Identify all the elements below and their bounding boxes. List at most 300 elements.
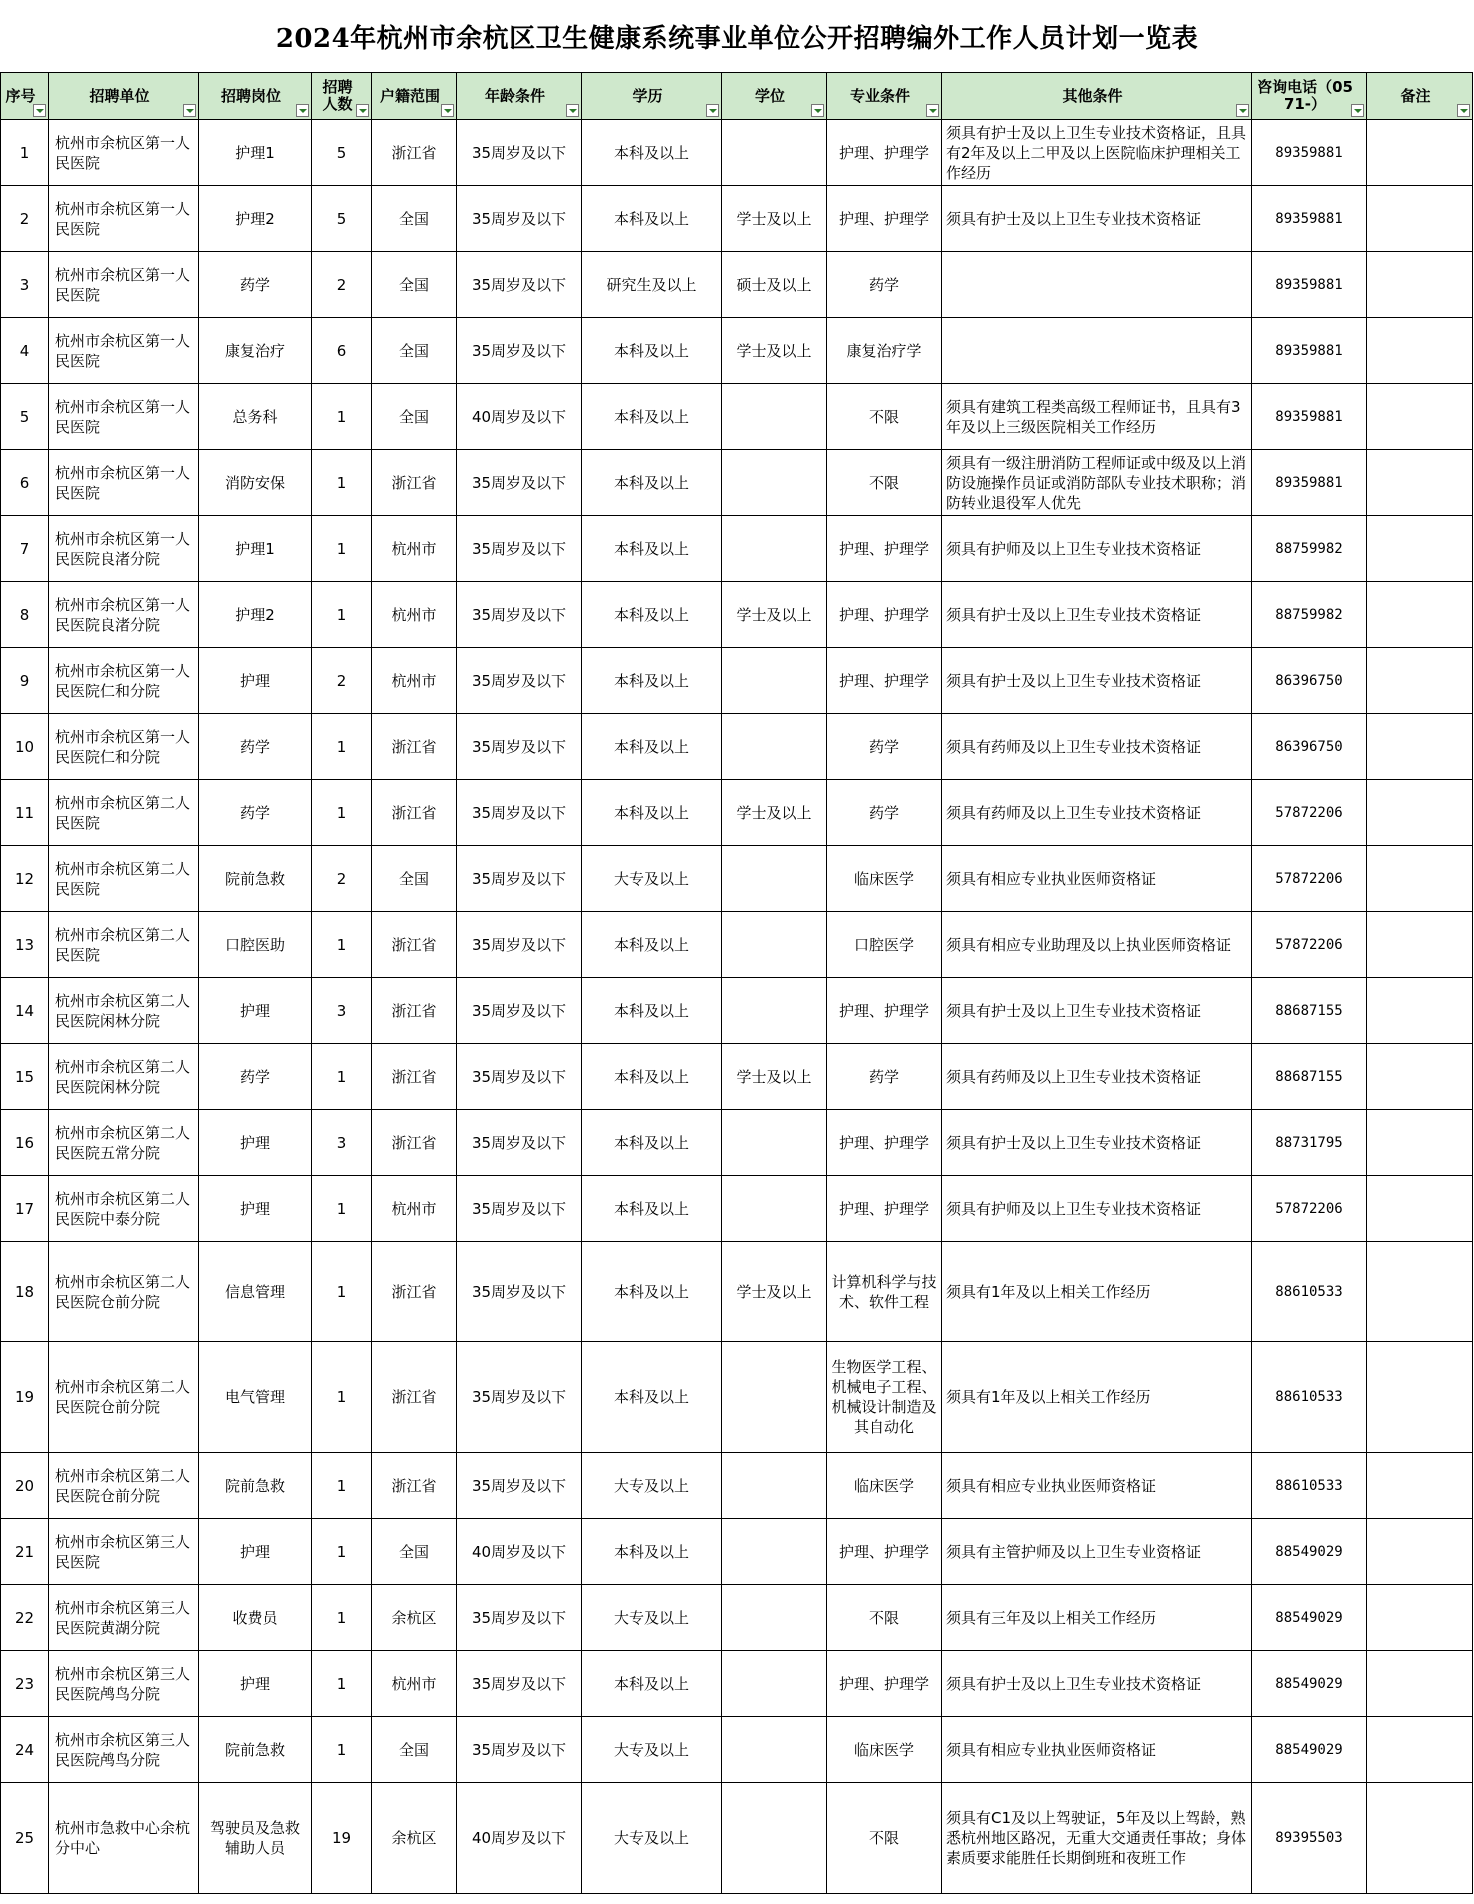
- cell-degree: 硕士及以上: [722, 252, 827, 318]
- cell-age: 35周岁及以下: [457, 978, 582, 1044]
- cell-degree: [722, 1110, 827, 1176]
- filter-dropdown-icon[interactable]: [811, 104, 824, 117]
- table-row: [1, 1110, 1473, 1176]
- cell-huji: 浙江省: [372, 912, 457, 978]
- table-row: [1, 516, 1473, 582]
- cell-unit: 杭州市余杭区第二人民医院: [49, 780, 199, 846]
- cell-seq: 15: [1, 1044, 49, 1110]
- cell-phone: 88687155: [1252, 978, 1367, 1044]
- header-age: [457, 73, 582, 120]
- cell-remark: [1367, 516, 1473, 582]
- cell-major: 护理、护理学: [827, 1519, 942, 1585]
- cell-degree: [722, 1717, 827, 1783]
- cell-seq: 25: [1, 1783, 49, 1894]
- header-age-label: 年龄条件: [484, 86, 545, 105]
- cell-phone: 89359881: [1252, 318, 1367, 384]
- filter-dropdown-icon[interactable]: [33, 104, 46, 117]
- table-row: [1, 1783, 1473, 1894]
- cell-remark: [1367, 1453, 1473, 1519]
- cell-edu: 大专及以上: [582, 1717, 722, 1783]
- header-edu-label: 学历: [632, 86, 663, 105]
- cell-phone: 57872206: [1252, 780, 1367, 846]
- cell-age: 35周岁及以下: [457, 318, 582, 384]
- cell-remark: [1367, 846, 1473, 912]
- table-row: [1, 846, 1473, 912]
- header-count-label: 招聘人数: [322, 78, 353, 113]
- cell-degree: [722, 846, 827, 912]
- cell-unit: 杭州市余杭区第二人民医院仓前分院: [49, 1342, 199, 1453]
- cell-count: 2: [312, 648, 372, 714]
- cell-seq: 6: [1, 450, 49, 516]
- cell-degree: [722, 516, 827, 582]
- header-major-label: 专业条件: [849, 86, 910, 105]
- cell-major: 药学: [827, 1044, 942, 1110]
- cell-edu: 本科及以上: [582, 450, 722, 516]
- cell-major: 口腔医学: [827, 912, 942, 978]
- cell-unit: 杭州市余杭区第一人民医院良渚分院: [49, 516, 199, 582]
- cell-degree: 学士及以上: [722, 780, 827, 846]
- cell-remark: [1367, 1585, 1473, 1651]
- cell-huji: 全国: [372, 846, 457, 912]
- cell-seq: 22: [1, 1585, 49, 1651]
- cell-degree: [722, 1783, 827, 1894]
- header-major: [827, 73, 942, 120]
- cell-seq: 24: [1, 1717, 49, 1783]
- cell-count: 1: [312, 1585, 372, 1651]
- cell-other: 须具有1年及以上相关工作经历: [942, 1342, 1252, 1453]
- cell-unit: 杭州市余杭区第二人民医院闲林分院: [49, 1044, 199, 1110]
- cell-major: 临床医学: [827, 1453, 942, 1519]
- cell-other: 须具有三年及以上相关工作经历: [942, 1585, 1252, 1651]
- cell-degree: [722, 714, 827, 780]
- cell-count: 1: [312, 1651, 372, 1717]
- cell-other: 须具有一级注册消防工程师证或中级及以上消防设施操作员证或消防部队专业技术职称；消防转业退役军人优先: [942, 450, 1252, 516]
- cell-other: 须具有护士及以上卫生专业技术资格证: [942, 978, 1252, 1044]
- header-row: [1, 73, 1473, 120]
- cell-edu: 本科及以上: [582, 582, 722, 648]
- cell-edu: 本科及以上: [582, 1110, 722, 1176]
- cell-seq: 10: [1, 714, 49, 780]
- cell-remark: [1367, 1783, 1473, 1894]
- cell-phone: 88731795: [1252, 1110, 1367, 1176]
- cell-degree: 学士及以上: [722, 582, 827, 648]
- filter-dropdown-icon[interactable]: [1457, 104, 1470, 117]
- cell-remark: [1367, 1651, 1473, 1717]
- cell-age: 35周岁及以下: [457, 1342, 582, 1453]
- cell-degree: [722, 120, 827, 186]
- cell-count: 2: [312, 252, 372, 318]
- cell-huji: 全国: [372, 1519, 457, 1585]
- cell-edu: 本科及以上: [582, 1342, 722, 1453]
- cell-major: 不限: [827, 1585, 942, 1651]
- cell-phone: 86396750: [1252, 714, 1367, 780]
- header-seq-label: 序号: [5, 86, 36, 105]
- table-row: [1, 714, 1473, 780]
- cell-remark: [1367, 1717, 1473, 1783]
- cell-seq: 4: [1, 318, 49, 384]
- cell-age: 35周岁及以下: [457, 186, 582, 252]
- cell-age: 35周岁及以下: [457, 120, 582, 186]
- cell-other: 须具有建筑工程类高级工程师证书，且具有3年及以上三级医院相关工作经历: [942, 384, 1252, 450]
- cell-seq: 18: [1, 1242, 49, 1342]
- cell-major: 护理、护理学: [827, 1176, 942, 1242]
- cell-age: 35周岁及以下: [457, 714, 582, 780]
- header-phone: [1252, 73, 1367, 120]
- cell-count: 19: [312, 1783, 372, 1894]
- cell-edu: 本科及以上: [582, 516, 722, 582]
- filter-dropdown-icon[interactable]: [926, 104, 939, 117]
- cell-major: 计算机科学与技术、软件工程: [827, 1242, 942, 1342]
- cell-phone: 88610533: [1252, 1342, 1367, 1453]
- cell-count: 1: [312, 1453, 372, 1519]
- table-row: [1, 1651, 1473, 1717]
- cell-edu: 本科及以上: [582, 780, 722, 846]
- cell-seq: 21: [1, 1519, 49, 1585]
- cell-post: 护理1: [199, 120, 312, 186]
- cell-phone: 88549029: [1252, 1585, 1367, 1651]
- cell-remark: [1367, 582, 1473, 648]
- cell-age: 35周岁及以下: [457, 1651, 582, 1717]
- cell-huji: 浙江省: [372, 978, 457, 1044]
- cell-phone: 88549029: [1252, 1717, 1367, 1783]
- cell-age: 35周岁及以下: [457, 1717, 582, 1783]
- cell-seq: 5: [1, 384, 49, 450]
- cell-major: 康复治疗学: [827, 318, 942, 384]
- cell-huji: 全国: [372, 252, 457, 318]
- cell-count: 2: [312, 846, 372, 912]
- cell-count: 6: [312, 318, 372, 384]
- cell-other: 须具有护士及以上卫生专业技术资格证，且具有2年及以上二甲及以上医院临床护理相关工作经历: [942, 120, 1252, 186]
- cell-other: 须具有相应专业执业医师资格证: [942, 846, 1252, 912]
- cell-degree: [722, 1651, 827, 1717]
- cell-other: 须具有相应专业执业医师资格证: [942, 1453, 1252, 1519]
- header-unit: [49, 73, 199, 120]
- cell-remark: [1367, 384, 1473, 450]
- cell-post: 口腔医助: [199, 912, 312, 978]
- header-post: [199, 73, 312, 120]
- cell-huji: 杭州市: [372, 648, 457, 714]
- cell-edu: 大专及以上: [582, 1783, 722, 1894]
- cell-post: 院前急救: [199, 846, 312, 912]
- cell-age: 35周岁及以下: [457, 648, 582, 714]
- cell-count: 1: [312, 384, 372, 450]
- cell-age: 35周岁及以下: [457, 1110, 582, 1176]
- cell-count: 5: [312, 120, 372, 186]
- cell-count: 1: [312, 1342, 372, 1453]
- cell-unit: 杭州市余杭区第二人民医院: [49, 912, 199, 978]
- cell-other: 须具有护师及以上卫生专业技术资格证: [942, 516, 1252, 582]
- filter-dropdown-icon[interactable]: [183, 104, 196, 117]
- cell-edu: 大专及以上: [582, 1453, 722, 1519]
- cell-major: 药学: [827, 714, 942, 780]
- cell-degree: [722, 648, 827, 714]
- cell-phone: 89395503: [1252, 1783, 1367, 1894]
- cell-edu: 本科及以上: [582, 1176, 722, 1242]
- cell-seq: 11: [1, 780, 49, 846]
- cell-remark: [1367, 978, 1473, 1044]
- cell-huji: 浙江省: [372, 1110, 457, 1176]
- cell-other: 须具有护士及以上卫生专业技术资格证: [942, 648, 1252, 714]
- header-edu: [582, 73, 722, 120]
- cell-remark: [1367, 450, 1473, 516]
- cell-other: [942, 318, 1252, 384]
- cell-age: 35周岁及以下: [457, 516, 582, 582]
- table-row: [1, 318, 1473, 384]
- cell-age: 35周岁及以下: [457, 1242, 582, 1342]
- cell-seq: 20: [1, 1453, 49, 1519]
- cell-unit: 杭州市余杭区第二人民医院仓前分院: [49, 1453, 199, 1519]
- cell-post: 康复治疗: [199, 318, 312, 384]
- cell-edu: 本科及以上: [582, 912, 722, 978]
- table-row: [1, 1453, 1473, 1519]
- cell-edu: 本科及以上: [582, 648, 722, 714]
- cell-count: 1: [312, 582, 372, 648]
- cell-seq: 13: [1, 912, 49, 978]
- cell-age: 35周岁及以下: [457, 912, 582, 978]
- cell-degree: [722, 1342, 827, 1453]
- cell-remark: [1367, 714, 1473, 780]
- cell-age: 35周岁及以下: [457, 846, 582, 912]
- header-remark-label: 备注: [1400, 86, 1431, 105]
- table-row: [1, 1176, 1473, 1242]
- cell-post: 护理1: [199, 516, 312, 582]
- cell-major: 护理、护理学: [827, 516, 942, 582]
- cell-count: 1: [312, 1044, 372, 1110]
- cell-unit: 杭州市余杭区第二人民医院仓前分院: [49, 1242, 199, 1342]
- cell-degree: [722, 1519, 827, 1585]
- cell-post: 护理: [199, 1519, 312, 1585]
- table-row: [1, 780, 1473, 846]
- table-row: [1, 1242, 1473, 1342]
- header-unit-label: 招聘单位: [89, 86, 150, 105]
- cell-count: 1: [312, 516, 372, 582]
- cell-huji: 杭州市: [372, 1176, 457, 1242]
- cell-other: 须具有护士及以上卫生专业技术资格证: [942, 1110, 1252, 1176]
- cell-count: 3: [312, 1110, 372, 1176]
- table-row: [1, 252, 1473, 318]
- cell-seq: 12: [1, 846, 49, 912]
- cell-other: 须具有主管护师及以上卫生专业资格证: [942, 1519, 1252, 1585]
- cell-age: 35周岁及以下: [457, 582, 582, 648]
- cell-edu: 本科及以上: [582, 318, 722, 384]
- cell-degree: 学士及以上: [722, 318, 827, 384]
- cell-edu: 本科及以上: [582, 1519, 722, 1585]
- table-row: [1, 450, 1473, 516]
- filter-dropdown-icon[interactable]: [1351, 104, 1364, 117]
- cell-post: 消防安保: [199, 450, 312, 516]
- filter-dropdown-icon[interactable]: [356, 104, 369, 117]
- cell-unit: 杭州市余杭区第一人民医院: [49, 450, 199, 516]
- cell-unit: 杭州市余杭区第三人民医院鸬鸟分院: [49, 1651, 199, 1717]
- cell-unit: 杭州市余杭区第一人民医院: [49, 252, 199, 318]
- header-huji: [372, 73, 457, 120]
- cell-unit: 杭州市余杭区第一人民医院良渚分院: [49, 582, 199, 648]
- filter-dropdown-icon[interactable]: [706, 104, 719, 117]
- cell-degree: [722, 450, 827, 516]
- cell-post: 驾驶员及急救辅助人员: [199, 1783, 312, 1894]
- cell-other: 须具有相应专业执业医师资格证: [942, 1717, 1252, 1783]
- cell-phone: 57872206: [1252, 846, 1367, 912]
- cell-degree: [722, 1585, 827, 1651]
- cell-degree: [722, 978, 827, 1044]
- header-post-label: 招聘岗位: [220, 86, 281, 105]
- cell-huji: 余杭区: [372, 1585, 457, 1651]
- filter-dropdown-icon[interactable]: [1236, 104, 1249, 117]
- cell-age: 35周岁及以下: [457, 1453, 582, 1519]
- cell-unit: 杭州市余杭区第一人民医院: [49, 120, 199, 186]
- cell-seq: 9: [1, 648, 49, 714]
- table-row: [1, 120, 1473, 186]
- cell-major: 护理、护理学: [827, 582, 942, 648]
- header-count: [312, 73, 372, 120]
- cell-phone: 88759982: [1252, 582, 1367, 648]
- cell-remark: [1367, 252, 1473, 318]
- cell-phone: 88549029: [1252, 1519, 1367, 1585]
- cell-age: 40周岁及以下: [457, 1519, 582, 1585]
- cell-degree: [722, 1453, 827, 1519]
- cell-unit: 杭州市余杭区第一人民医院仁和分院: [49, 648, 199, 714]
- cell-other: [942, 252, 1252, 318]
- recruitment-table: [0, 72, 1473, 1894]
- cell-degree: 学士及以上: [722, 1044, 827, 1110]
- cell-major: 不限: [827, 1783, 942, 1894]
- cell-age: 40周岁及以下: [457, 1783, 582, 1894]
- cell-huji: 全国: [372, 186, 457, 252]
- cell-post: 药学: [199, 1044, 312, 1110]
- cell-phone: 88687155: [1252, 1044, 1367, 1110]
- cell-edu: 大专及以上: [582, 846, 722, 912]
- cell-huji: 浙江省: [372, 780, 457, 846]
- cell-post: 护理: [199, 1176, 312, 1242]
- cell-seq: 7: [1, 516, 49, 582]
- cell-count: 1: [312, 714, 372, 780]
- cell-major: 护理、护理学: [827, 186, 942, 252]
- cell-edu: 研究生及以上: [582, 252, 722, 318]
- filter-dropdown-icon[interactable]: [566, 104, 579, 117]
- cell-huji: 全国: [372, 384, 457, 450]
- cell-phone: 89359881: [1252, 186, 1367, 252]
- cell-huji: 浙江省: [372, 1242, 457, 1342]
- cell-post: 护理: [199, 978, 312, 1044]
- cell-post: 药学: [199, 780, 312, 846]
- cell-major: 护理、护理学: [827, 648, 942, 714]
- cell-other: 须具有护士及以上卫生专业技术资格证: [942, 186, 1252, 252]
- header-huji-label: 户籍范围: [379, 86, 440, 105]
- cell-count: 3: [312, 978, 372, 1044]
- cell-edu: 本科及以上: [582, 384, 722, 450]
- cell-count: 1: [312, 780, 372, 846]
- table-row: [1, 1717, 1473, 1783]
- cell-unit: 杭州市余杭区第三人民医院: [49, 1519, 199, 1585]
- table-row: [1, 186, 1473, 252]
- cell-unit: 杭州市余杭区第一人民医院: [49, 186, 199, 252]
- cell-unit: 杭州市余杭区第一人民医院仁和分院: [49, 714, 199, 780]
- cell-remark: [1367, 1110, 1473, 1176]
- cell-count: 1: [312, 1176, 372, 1242]
- cell-other: 须具有药师及以上卫生专业技术资格证: [942, 714, 1252, 780]
- filter-dropdown-icon[interactable]: [296, 104, 309, 117]
- filter-dropdown-icon[interactable]: [441, 104, 454, 117]
- cell-seq: 23: [1, 1651, 49, 1717]
- cell-major: 不限: [827, 450, 942, 516]
- cell-unit: 杭州市余杭区第一人民医院: [49, 318, 199, 384]
- cell-huji: 全国: [372, 1717, 457, 1783]
- cell-edu: 本科及以上: [582, 186, 722, 252]
- cell-huji: 浙江省: [372, 120, 457, 186]
- cell-seq: 1: [1, 120, 49, 186]
- cell-major: 药学: [827, 780, 942, 846]
- cell-phone: 57872206: [1252, 912, 1367, 978]
- cell-post: 护理2: [199, 582, 312, 648]
- cell-phone: 86396750: [1252, 648, 1367, 714]
- cell-count: 1: [312, 450, 372, 516]
- cell-major: 临床医学: [827, 1717, 942, 1783]
- cell-post: 信息管理: [199, 1242, 312, 1342]
- cell-post: 总务科: [199, 384, 312, 450]
- cell-other: 须具有1年及以上相关工作经历: [942, 1242, 1252, 1342]
- cell-major: 临床医学: [827, 846, 942, 912]
- table-row: [1, 648, 1473, 714]
- cell-other: 须具有药师及以上卫生专业技术资格证: [942, 1044, 1252, 1110]
- cell-huji: 杭州市: [372, 516, 457, 582]
- cell-remark: [1367, 1342, 1473, 1453]
- cell-phone: 88549029: [1252, 1651, 1367, 1717]
- cell-remark: [1367, 120, 1473, 186]
- cell-unit: 杭州市余杭区第一人民医院: [49, 384, 199, 450]
- cell-post: 护理: [199, 648, 312, 714]
- header-other-label: 其他条件: [1062, 86, 1123, 105]
- header-remark: [1367, 73, 1473, 120]
- cell-post: 药学: [199, 252, 312, 318]
- cell-phone: 89359881: [1252, 252, 1367, 318]
- cell-post: 护理2: [199, 186, 312, 252]
- cell-unit: 杭州市余杭区第三人民医院黄湖分院: [49, 1585, 199, 1651]
- cell-unit: 杭州市余杭区第三人民医院鸬鸟分院: [49, 1717, 199, 1783]
- cell-age: 40周岁及以下: [457, 384, 582, 450]
- cell-seq: 2: [1, 186, 49, 252]
- cell-phone: 89359881: [1252, 450, 1367, 516]
- cell-huji: 杭州市: [372, 582, 457, 648]
- cell-unit: 杭州市余杭区第二人民医院中泰分院: [49, 1176, 199, 1242]
- cell-phone: 89359881: [1252, 120, 1367, 186]
- cell-age: 35周岁及以下: [457, 1585, 582, 1651]
- table-body: [1, 120, 1473, 1894]
- cell-edu: 本科及以上: [582, 120, 722, 186]
- cell-edu: 本科及以上: [582, 978, 722, 1044]
- cell-unit: 杭州市余杭区第二人民医院五常分院: [49, 1110, 199, 1176]
- cell-huji: 杭州市: [372, 1651, 457, 1717]
- cell-edu: 本科及以上: [582, 1044, 722, 1110]
- cell-count: 1: [312, 1242, 372, 1342]
- cell-unit: 杭州市余杭区第二人民医院闲林分院: [49, 978, 199, 1044]
- table-row: [1, 912, 1473, 978]
- cell-major: 生物医学工程、机械电子工程、机械设计制造及其自动化: [827, 1342, 942, 1453]
- table-row: [1, 1519, 1473, 1585]
- cell-seq: 8: [1, 582, 49, 648]
- header-seq: [1, 73, 49, 120]
- cell-other: 须具有药师及以上卫生专业技术资格证: [942, 780, 1252, 846]
- page-title: 2024年杭州市余杭区卫生健康系统事业单位公开招聘编外工作人员计划一览表: [275, 23, 1199, 54]
- cell-major: 不限: [827, 384, 942, 450]
- cell-age: 35周岁及以下: [457, 1044, 582, 1110]
- cell-remark: [1367, 1044, 1473, 1110]
- cell-other: 须具有相应专业助理及以上执业医师资格证: [942, 912, 1252, 978]
- cell-remark: [1367, 780, 1473, 846]
- cell-post: 护理: [199, 1651, 312, 1717]
- cell-major: 药学: [827, 252, 942, 318]
- cell-remark: [1367, 1242, 1473, 1342]
- cell-other: 须具有护士及以上卫生专业技术资格证: [942, 582, 1252, 648]
